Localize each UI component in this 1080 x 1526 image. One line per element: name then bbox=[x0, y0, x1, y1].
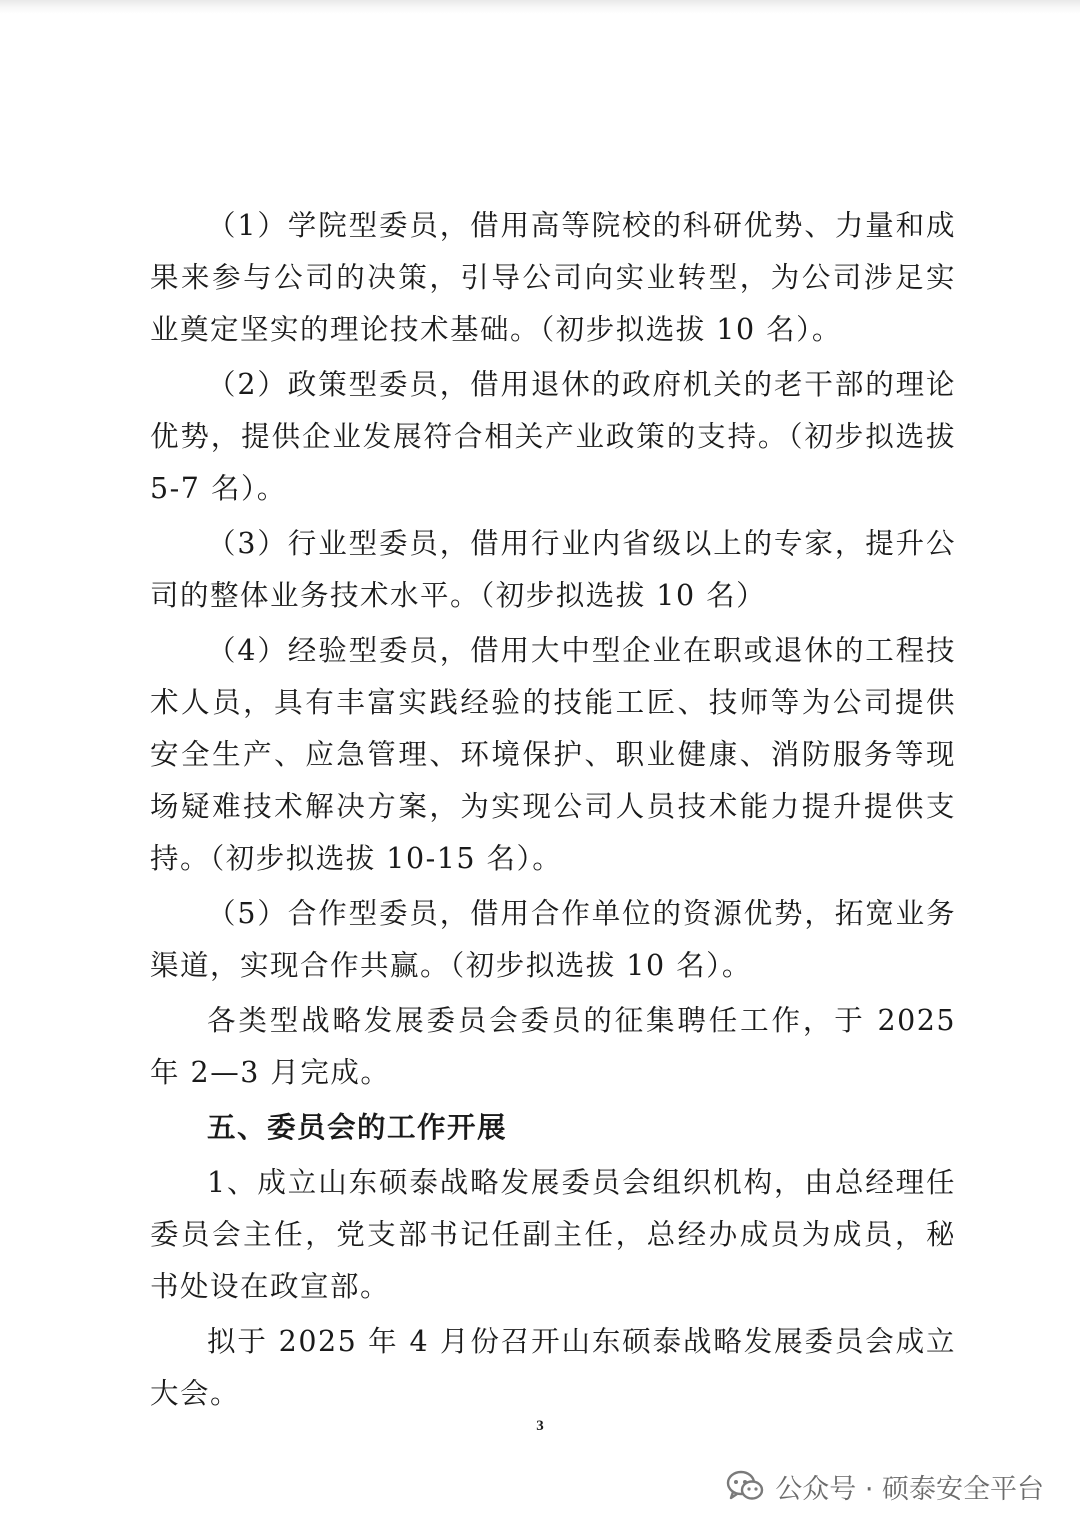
paragraph-founding-meeting: 拟于 2025 年 4 月份召开山东硕泰战略发展委员会成立大会。 bbox=[150, 1325, 956, 1410]
paragraph-committee-organization: 1、成立山东硕泰战略发展委员会组织机构，由总经理任委员会主任，党支部书记任副主任，总经办成员为成员，秘书处设在政宣部。 bbox=[150, 1166, 956, 1303]
paragraph-cooperation-members: （5）合作型委员，借用合作单位的资源优势，拓宽业务渠道，实现合作共赢。（初步拟选拔 10 名）。 bbox=[150, 897, 956, 982]
paragraph-recruitment-schedule: 各类型战略发展委员会委员的征集聘任工作，于 2025 年 2—3 月完成。 bbox=[150, 1004, 956, 1089]
paragraph-academic-members: （1）学院型委员，借用高等院校的科研优势、力量和成果来参与公司的决策，引导公司向实业转型，为公司涉足实业奠定坚实的理论技术基础。（初步拟选拔 10 名）。 bbox=[150, 209, 956, 346]
page-number: 3 bbox=[536, 1418, 544, 1434]
section-heading: 五、委员会的工作开展 bbox=[207, 1111, 508, 1144]
paragraph-policy-members: （2）政策型委员，借用退休的政府机关的老干部的理论优势，提供企业发展符合相关产业政策的支持。（初步拟选拔 5-7 名）。 bbox=[150, 368, 956, 505]
paragraph-experience-members: （4）经验型委员，借用大中型企业在职或退休的工程技术人员，具有丰富实践经验的技能工匠、技师等为公司提供安全生产、应急管理、环境保护、职业健康、消防服务等现场疑难技术解决方案，为实现公司人员技术能力提升提供支持。（初步拟选拔 10-15 名）。 bbox=[150, 634, 956, 875]
wechat-watermark bbox=[725, 1462, 1044, 1510]
paragraph-industry-members: （3）行业型委员，借用行业内省级以上的专家，提升公司的整体业务技术水平。（初步拟选拔 10 名） bbox=[150, 527, 956, 612]
scan-edge-shadow bbox=[0, 0, 1080, 14]
document-body bbox=[150, 200, 956, 1420]
watermark-text: 公众号 · 硕泰安全平台 bbox=[775, 1473, 1044, 1505]
wechat-icon bbox=[725, 1469, 765, 1503]
